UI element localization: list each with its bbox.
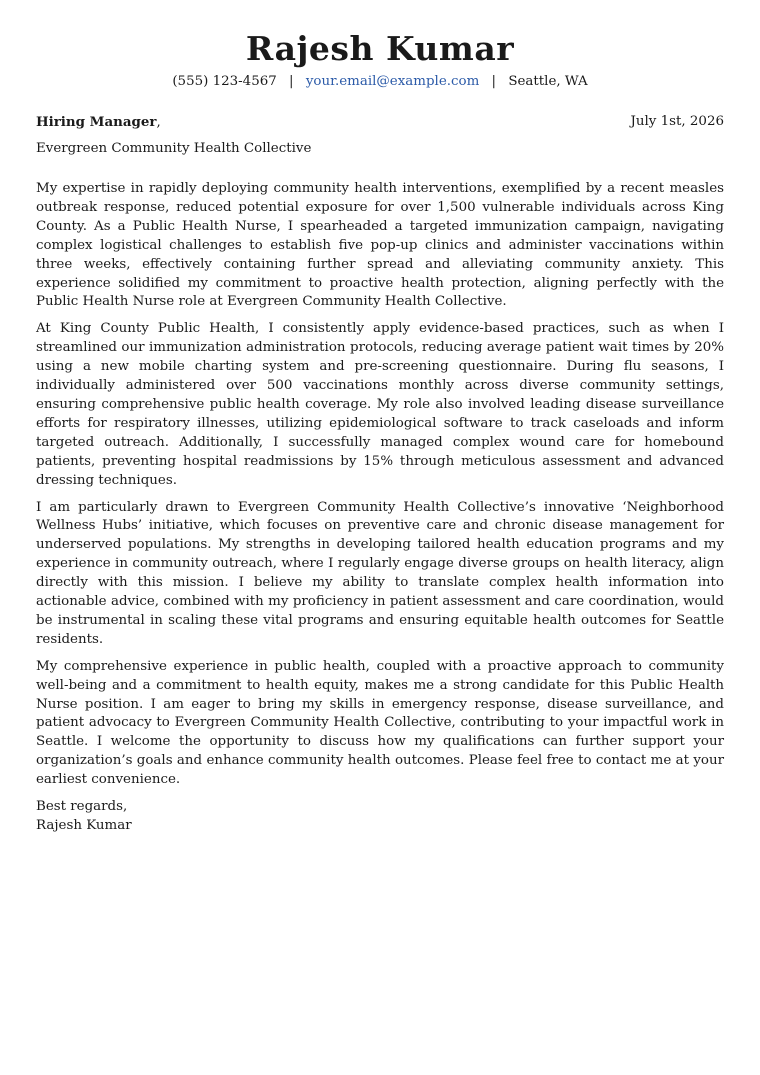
- closing: [36, 798, 724, 836]
- location: Seattle, WA: [508, 74, 588, 89]
- closing-salutation: Best regards,: [36, 799, 128, 815]
- email-link[interactable]: your.email@example.com: [305, 74, 480, 89]
- body-paragraph: My expertise in rapidly deploying community health interventions, exemplified by a recent measles outbreak response, reduced potential exposure for over 1,500 vulnerable individuals across King County. As a Public Health Nurse, I spearheaded a targeted immunization campaign, navigating complex logistical challenges to establish five pop-up clinics and administer vaccinations within three weeks, effectively containing further spread and alleviating community anxiety. This experience solidified my commitment to proactive health protection, aligning perfectly with the Public Health Nurse role at Evergreen Community Health Collective.: [36, 181, 724, 310]
- body-paragraph: At King County Public Health, I consistently apply evidence-based practices, such as when I streamlined our immunization administration protocols, reducing average patient wait times by 20% using a new mobile charting system and pre-screening questionnaire. During flu seasons, I individually administered over 500 vaccinations monthly across diverse community settings, ensuring comprehensive public health coverage. My role also involved leading disease surveillance efforts for respiratory illnesses, utilizing epidemiological software to track caseloads and inform targeted outreach. Additionally, I successfully managed complex wound care for homebound patients, preventing hospital readmissions by 15% through meticulous assessment and advanced dressing techniques.: [36, 321, 724, 488]
- separator: |: [289, 74, 294, 89]
- recipient-greeting: [36, 113, 161, 132]
- contact-line: [36, 73, 724, 91]
- recipient-row: [36, 113, 724, 132]
- closing-signature: Rajesh Kumar: [36, 818, 132, 833]
- recipient-comma: ,: [156, 115, 161, 130]
- recipient-organization: Evergreen Community Health Collective: [36, 141, 312, 156]
- body-paragraph: My comprehensive experience in public health, coupled with a proactive approach to community well-being and a commitment to health equity, makes me a strong candidate for this Public Health Nurse position. I am eager to bring my skills in emergency response, disease surveillance, and patient advocacy to Evergreen Community Health Collective, contributing to your impactful work in Seattle. I welcome the opportunity to discuss how my qualifications can further support your organization’s goals and enhance community health outcomes. Please feel free to contact me at your earliest convenience.: [36, 658, 724, 788]
- separator: |: [491, 74, 497, 89]
- phone-number: (555) 123-4567: [172, 74, 277, 89]
- sender-name: Rajesh Kumar: [245, 29, 515, 68]
- letter-body: [36, 180, 724, 790]
- body-paragraph: I am particularly drawn to Evergreen Community Health Collective’s innovative ‘Neighborhood Wellness Hubs’ initiative, which focuses on preventive care and chronic disease management for underserved populations. My strengths in developing tailored health education programs and my experience in community outreach, where I regularly engage diverse groups on health literacy, align directly with this mission. I believe my ability to translate complex health information into actionable advice, combined with my proficiency in patient assessment and care coordination, would be instrumental in scaling these vital programs and ensuring equitable health outcomes for Seattle residents.: [36, 499, 724, 647]
- letter-date: July 1st, 2026: [630, 114, 724, 129]
- recipient-name: Hiring Manager: [36, 114, 157, 130]
